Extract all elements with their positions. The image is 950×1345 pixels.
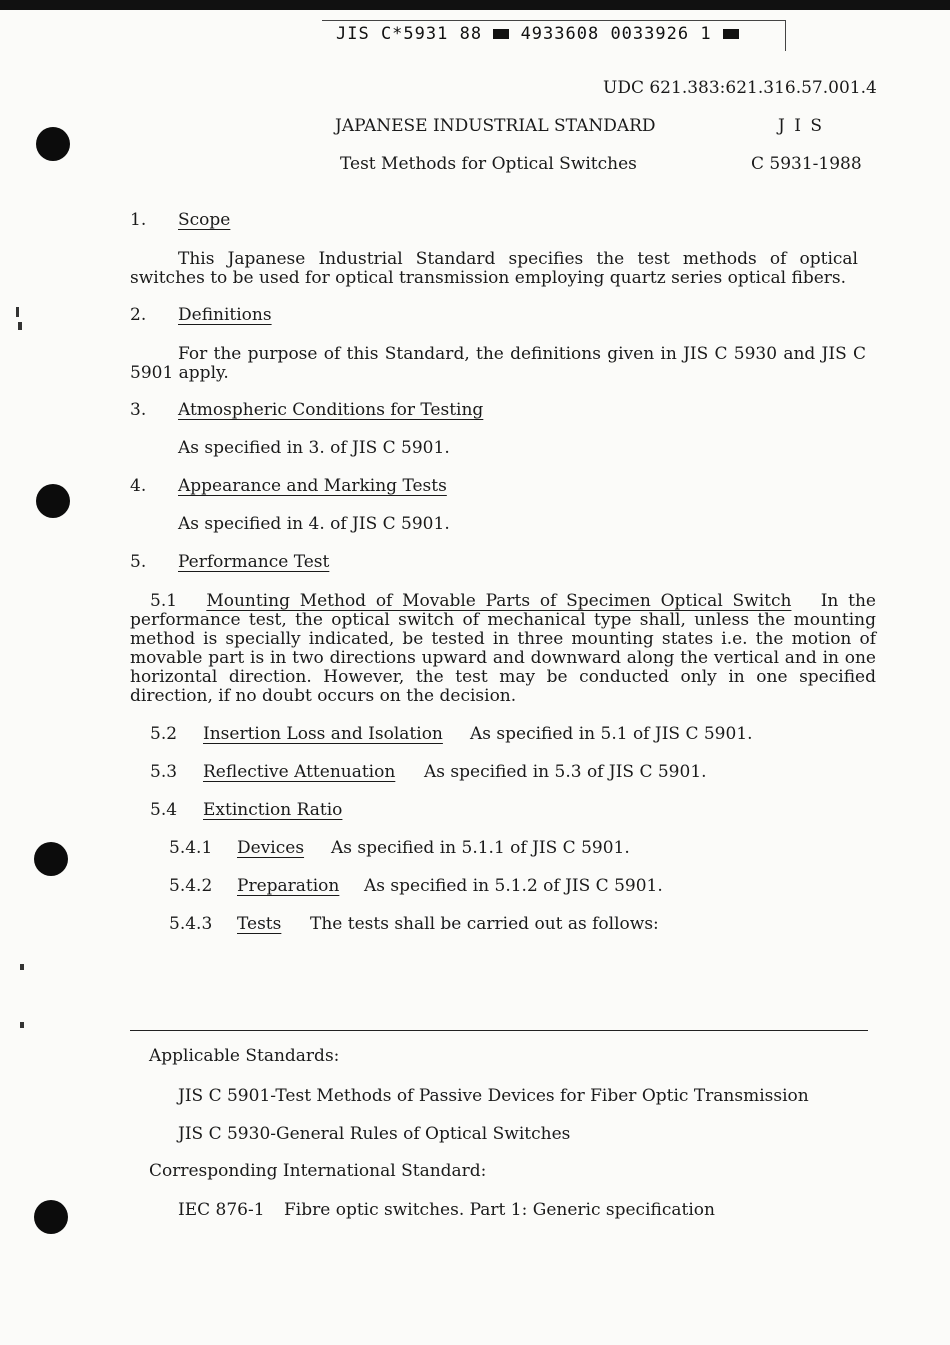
jis-mark: J I S: [778, 116, 824, 136]
header-code-suffix: 4933608 0033926 1: [520, 24, 712, 44]
subsection-5-4-3-number: 5.4.3: [169, 914, 213, 934]
section-1-title: Scope: [178, 210, 231, 230]
subsection-5-4-1-title: Devices: [237, 838, 305, 858]
subsection-5-4-2-text: As specified in 5.1.2 of JIS C 5901.: [364, 876, 663, 896]
scan-top-border: [0, 0, 950, 10]
subsection-5-2-number: 5.2: [150, 724, 178, 744]
subsection-5-4-2-number: 5.4.2: [169, 876, 213, 896]
scan-speck: [20, 964, 24, 970]
iec-standard-id: IEC 876-1: [178, 1200, 265, 1220]
redaction-block: [723, 29, 739, 39]
section-2-text: For the purpose of this Standard, the definitions given in JIS C 5930 and JIS C 5901 apply.: [130, 344, 866, 383]
header-code: [336, 24, 739, 44]
applicable-standard-item: JIS C 5930-General Rules of Optical Switches: [178, 1124, 571, 1144]
section-3-text: As specified in 3. of JIS C 5901.: [178, 438, 450, 458]
subsection-5-3-text: As specified in 5.3 of JIS C 5901.: [424, 762, 707, 782]
scan-speck: [16, 307, 19, 317]
applicable-standards-heading: Applicable Standards:: [149, 1046, 340, 1066]
subsection-5-2-title: Insertion Loss and Isolation: [203, 724, 443, 744]
standard-org: JAPANESE INDUSTRIAL STANDARD: [335, 116, 656, 136]
scan-speck: [20, 1022, 24, 1028]
redaction-block: [493, 29, 509, 39]
subsection-5-4-title: Extinction Ratio: [203, 800, 343, 820]
subsection-5-4-number: 5.4: [150, 800, 178, 820]
subsection-5-4-1-text: As specified in 5.1.1 of JIS C 5901.: [331, 838, 630, 858]
subsection-5-4-1-number: 5.4.1: [169, 838, 213, 858]
section-5-title: Performance Test: [178, 552, 330, 572]
section-1-text: This Japanese Industrial Standard specifies the test methods of optical switches to be used for optical transmission employing quartz series optical fibers.: [130, 249, 858, 288]
subsection-5-4-3-text: The tests shall be carried out as follows:: [310, 914, 659, 934]
header-code-prefix: JIS C*5931 88: [336, 24, 483, 44]
corresponding-standard-heading: Corresponding International Standard:: [149, 1161, 487, 1181]
scan-speck: [18, 322, 22, 330]
section-1-number: 1.: [130, 210, 147, 230]
subsection-5-4-2-title: Preparation: [237, 876, 340, 896]
udc-number: UDC 621.383:621.316.57.001.4: [603, 78, 877, 98]
section-2-number: 2.: [130, 305, 147, 325]
subsection-5-1-number: 5.1: [150, 591, 178, 611]
section-3-number: 3.: [130, 400, 147, 420]
subsection-5-2-text: As specified in 5.1 of JIS C 5901.: [470, 724, 753, 744]
standard-number: C 5931-1988: [751, 154, 862, 174]
section-2-title: Definitions: [178, 305, 272, 325]
punch-hole: [36, 127, 70, 161]
subsection-5-4-3-title: Tests: [237, 914, 282, 934]
iec-standard-title: Fibre optic switches. Part 1: Generic specification: [284, 1200, 715, 1220]
subsection-5-3-title: Reflective Attenuation: [203, 762, 396, 782]
subsection-5-1-text: In the performance test, the optical switch of mechanical type shall, unless the mounting method is specially indicated, be tested in three mounting states i.e. the motion of movable part is in two directions upward and downward along the vertical and in one horizontal direction. However, the test may be conducted only in one specified direction, if no doubt occurs on the decision.: [130, 591, 876, 706]
standard-title: Test Methods for Optical Switches: [340, 154, 637, 174]
section-4-title: Appearance and Marking Tests: [178, 476, 447, 496]
section-4-text: As specified in 4. of JIS C 5901.: [178, 514, 450, 534]
section-5-number: 5.: [130, 552, 147, 572]
subsection-5-1: [130, 592, 876, 706]
applicable-standard-item: JIS C 5901-Test Methods of Passive Devices for Fiber Optic Transmission: [178, 1086, 809, 1106]
section-4-number: 4.: [130, 476, 147, 496]
punch-hole: [34, 842, 68, 876]
subsection-5-1-title: Mounting Method of Movable Parts of Specimen Optical Switch: [206, 591, 792, 611]
subsection-5-3-number: 5.3: [150, 762, 178, 782]
section-3-title: Atmospheric Conditions for Testing: [178, 400, 484, 420]
footnote-divider: [130, 1030, 868, 1031]
punch-hole: [36, 484, 70, 518]
punch-hole: [34, 1200, 68, 1234]
